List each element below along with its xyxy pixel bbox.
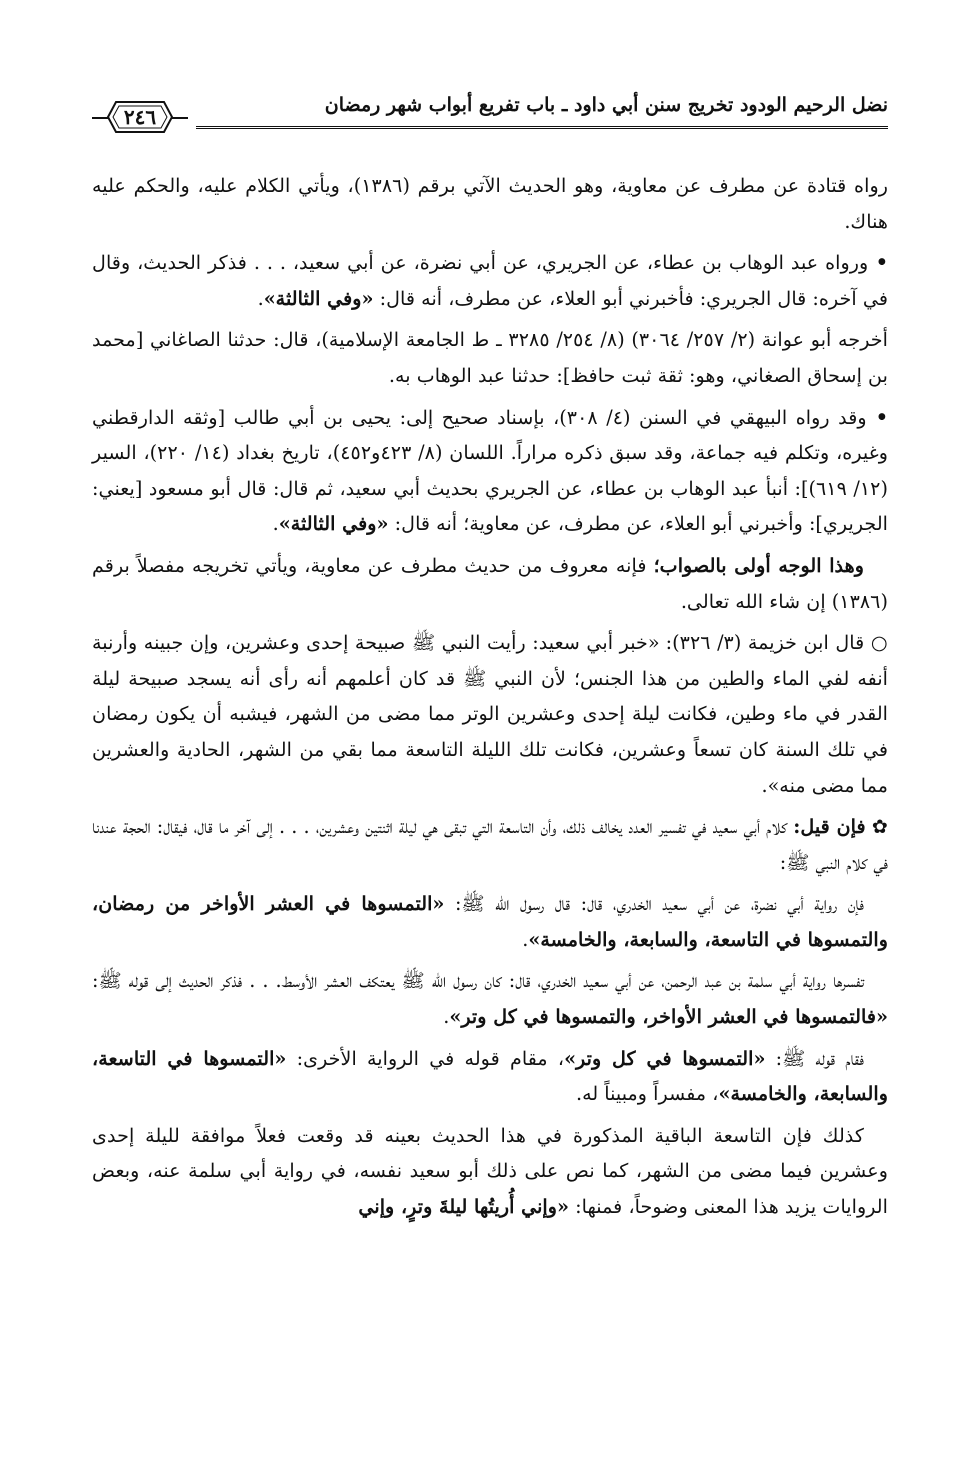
bold-run: وهذا الوجه أولى بالصواب؛ bbox=[653, 553, 864, 577]
page-number-badge bbox=[92, 100, 188, 134]
paragraph-p6 bbox=[92, 625, 888, 803]
text-run: فقام قوله ﷺ: bbox=[765, 1046, 865, 1070]
text-run: أخرجه أبو عوانة (٢/ ٢٥٧/ ٣٠٦٤) (٨/ ٢٥٤/ ٣٢٨٥ ـ ط الجامعة الإسلامية)، قال: حدثنا الصاغاني [محمد بن إسحاق الصغاني، وهو: ثقة ثبت حافظ]: حدثنا عبد الوهاب به. bbox=[92, 328, 888, 387]
bold-run: • bbox=[868, 251, 888, 275]
page-number: ٢٤٦ bbox=[123, 105, 157, 129]
bold-run: «التمسوها في العشر الأواخر من رمضان، والتمسوها في التاسعة، والسابعة، والخامسة» bbox=[92, 892, 888, 951]
text-run: . bbox=[522, 927, 529, 951]
bold-run: • bbox=[866, 405, 888, 429]
paragraph-p7 bbox=[92, 809, 888, 880]
paragraph-p4 bbox=[92, 400, 888, 542]
paragraph-p10 bbox=[92, 1041, 888, 1112]
text-run: . bbox=[257, 286, 264, 310]
bold-run: «التمسوها في كل وتر» bbox=[564, 1046, 766, 1070]
running-header bbox=[92, 88, 888, 136]
bold-run: فإن قيل: bbox=[793, 815, 866, 839]
bold-run: «وفي الثالثة» bbox=[263, 286, 374, 310]
text-run: ، مفسراً ومبيناً له. bbox=[575, 1082, 719, 1106]
paragraph-p3 bbox=[92, 322, 888, 393]
badge-line-right bbox=[172, 117, 188, 119]
bold-run: «وإني أُريتُها ليلةَ وترٍ، وإني bbox=[358, 1195, 570, 1219]
paragraph-p2 bbox=[92, 245, 888, 316]
text-run: ورواه عبد الوهاب بن عطاء، عن الجريري، عن أبي نضرة، عن أبي سعيد، . . . فذكر الحديث، وقال في آخره: قال الجريري: فأخبرني أبو العلاء، عن مطرف، أنه قال: bbox=[92, 251, 888, 310]
paragraph-p8 bbox=[92, 886, 888, 957]
bold-run: «التمسوها في التاسعة، والسابعة، والخامسة» bbox=[92, 1046, 888, 1106]
bold-run: «فالتمسوها في العشر الأواخر، والتمسوها في كل وتر» bbox=[449, 1005, 888, 1029]
text-run: وقد رواه البيهقي في السنن (٤/ ٣٠٨)، بإسناد صحيح إلى: يحيى بن أبي طالب [وثقه الدارقطني وغيره، وتكلم فيه جماعة، وقد سبق ذكره مراراً. اللسان (٨/ ٤٢٣و٤٥٢)، تاريخ بغداد (١٤/ ٢٢٠)، السير (١٢/ ٦١٩)]: أنبأ عبد الوهاب بن عطاء، عن الجريري بحديث أبي سعيد، ثم قال: قال أبو مسعود [يعني: الجريري]: وأخبرني أبو العلاء، عن مطرف، عن معاوية؛ أنه قال: bbox=[92, 405, 888, 536]
text-run: فإن رواية أبي نضرة، عن أبي سعيد الخدري، قال: قال رسول الله ﷺ: bbox=[444, 892, 865, 916]
text-run: . bbox=[272, 512, 279, 536]
header-title: نضل الرحيم الودود تخريج سنن أبي داود ـ باب تفريع أبواب شهر رمضان bbox=[324, 94, 888, 116]
text-run: ✿ bbox=[865, 815, 888, 839]
text-run: تفسرها رواية أبي سلمة بن عبد الرحمن، عن أبي سعيد الخدري، قال: كان رسول الله ﷺ يعتكف العشر الأوسط. . . فذكر الحديث إلى قوله ﷺ: bbox=[92, 969, 865, 993]
text-run: . bbox=[443, 1005, 450, 1029]
paragraph-p11 bbox=[92, 1118, 888, 1225]
text-run: فإنه معروف من حديث مطرف عن معاوية، ويأتي تخريجه مفصلاً برقم (١٣٨٦) إن شاء الله تعالى. bbox=[92, 553, 888, 613]
text-run: كلام أبي سعيد في تفسير العدد يخالف ذلك، وأن التاسعة التي تبقى هي ليلة اثنتين وعشرين، . . . إلى آخر ما قال، فيقال: الحجة عندنا في كلام النبي ﷺ: bbox=[92, 815, 888, 874]
text-run: كذلك فإن التاسعة الباقية المذكورة في هذا الحديث بعينه قد وقعت فعلاً موافقة لليلة إحدى وعشرين فيما مضى من الشهر، كما نص على ذلك أبو سعيد نفسه، في رواية أبي سلمة عنه، وبعض الروايات يزيد هذا المعنى وضوحاً، فمنها: bbox=[92, 1123, 888, 1219]
bold-run: «وفي الثالثة» bbox=[278, 512, 389, 536]
paragraph-p5 bbox=[92, 548, 888, 619]
header-rule bbox=[196, 126, 888, 129]
text-run: ○ قال ابن خزيمة (٣/ ٣٢٦): «خبر أبي سعيد: رأيت النبي ﷺ صبيحة إحدى وعشرين، وإن جبينه وأرنبة أنفه لفي الماء والطين من هذا الجنس؛ لأن النبي ﷺ قد كان أعلمهم أنه رأى أنه يسجد صبيحة ليلة القدر في ماء وطين، فكانت ليلة إحدى وعشرين الوتر مما مضى من الشهر، فيشبه أن يكون رمضان في تلك السنة كان تسعاً وعشرين، فكانت تلك الليلة التاسعة مما بقي من الشهر، الحادية والعشرين مما مضى منه». bbox=[92, 631, 888, 797]
paragraph-p9 bbox=[92, 963, 888, 1034]
page-body bbox=[92, 168, 888, 1231]
text-run: ، مقام قوله في الرواية الأخرى: bbox=[286, 1046, 565, 1070]
text-run: رواه قتادة عن مطرف عن معاوية، وهو الحديث الآتي برقم (١٣٨٦)، ويأتي الكلام عليه، والحكم عليه هناك. bbox=[92, 174, 888, 233]
paragraph-p1 bbox=[92, 168, 888, 239]
